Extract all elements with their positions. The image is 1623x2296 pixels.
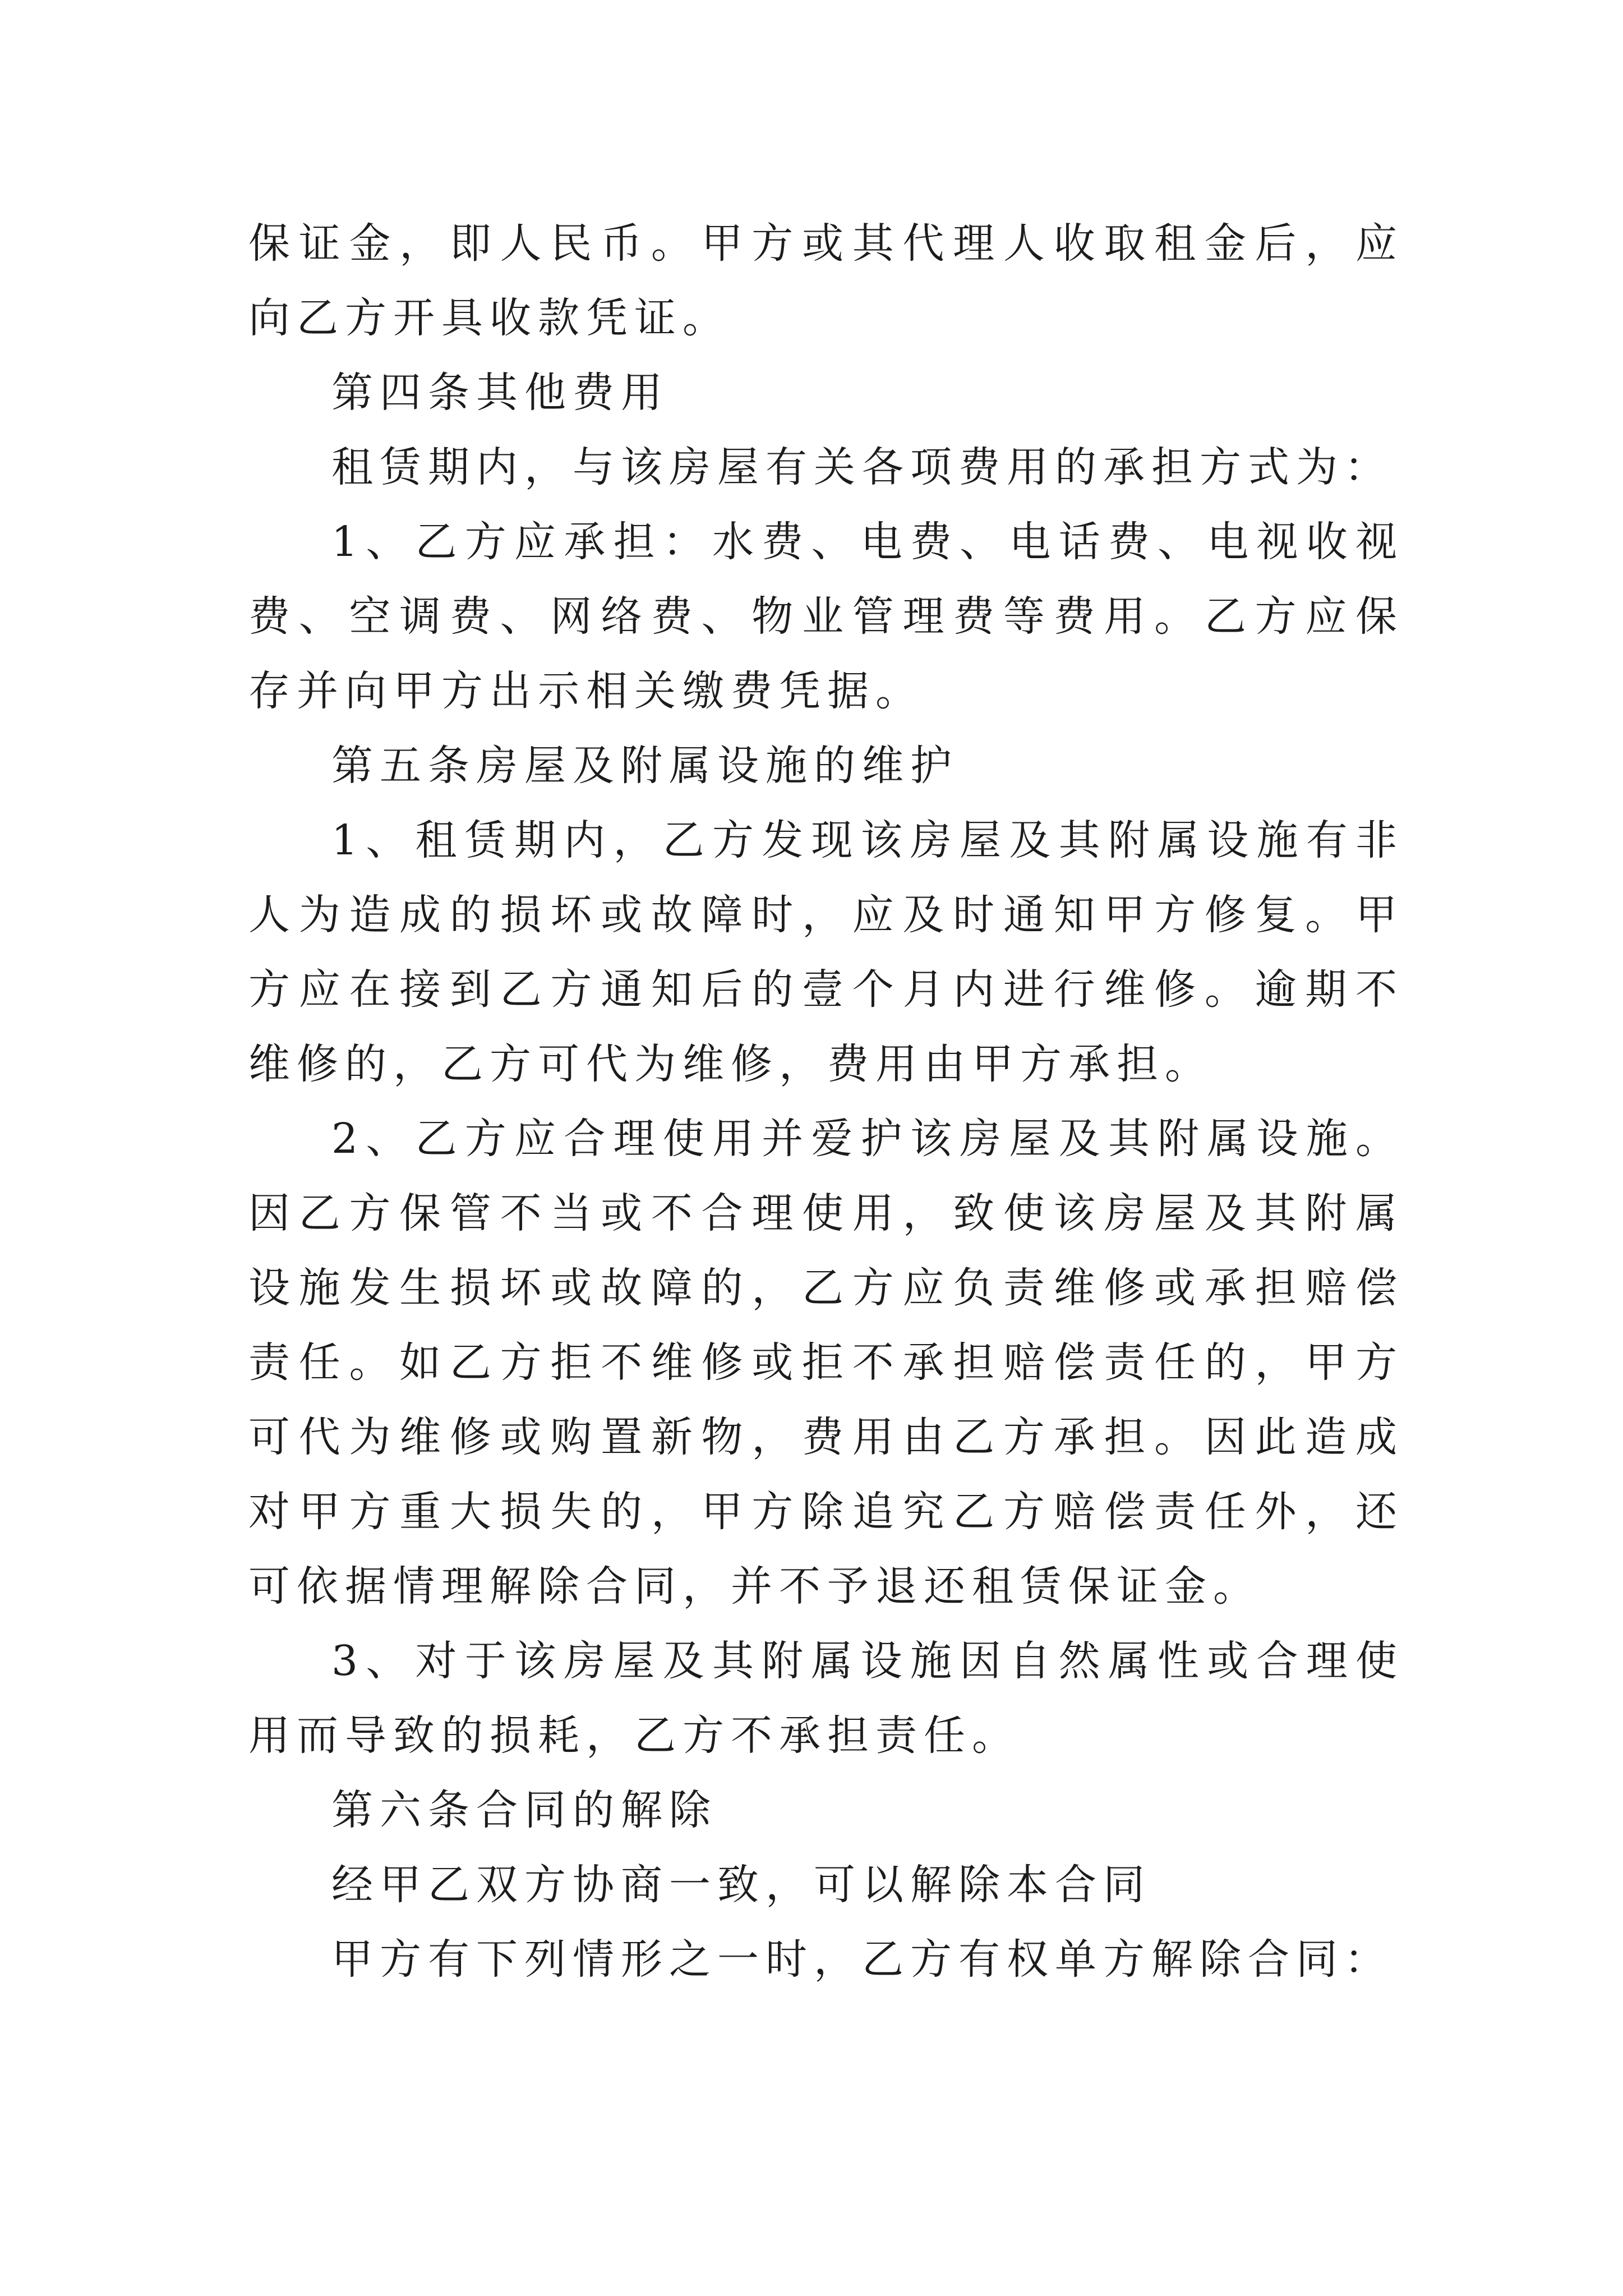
paragraph-fee-arrangement: 租赁期内，与该房屋有关各项费用的承担方式为：	[331, 443, 1393, 491]
paragraph-deposit-receipt: 保证金，即人民币。甲方或其代理人收取租金后，应向乙方开具收款凭证。	[248, 219, 1404, 342]
heading-article-6-termination: 第六条合同的解除	[331, 1786, 717, 1834]
paragraph-maintenance-clause-1: 1、租赁期内，乙方发现该房屋及其附属设施有非人为造成的损坏或故障时，应及时通知甲方修复。甲方应在接到乙方通知后的壹个月内进行维修。逾期不维修的，乙方可代为维修，费用由甲方承担。	[248, 816, 1404, 1088]
paragraph-maintenance-clause-2: 2、乙方应合理使用并爱护该房屋及其附属设施。因乙方保管不当或不合理使用，致使该房屋及其附属设施发生损坏或故障的，乙方应负责维修或承担赔偿责任。如乙方拒不维修或拒不承担赔偿责任的，甲方可代为维修或购置新物，费用由乙方承担。因此造成对甲方重大损失的，甲方除追究乙方赔偿责任外，还可依据情理解除合同，并不予退还租赁保证金。	[248, 1115, 1404, 1611]
paragraph-tenant-termination-right: 甲方有下列情形之一时，乙方有权单方解除合同：	[331, 1935, 1393, 1984]
paragraph-maintenance-clause-3: 3、对于该房屋及其附属设施因自然属性或合理使用而导致的损耗，乙方不承担责任。	[248, 1637, 1404, 1760]
heading-article-5-maintenance: 第五条房屋及附属设施的维护	[331, 742, 958, 790]
document-body	[248, 206, 1404, 1997]
heading-article-4-other-fees: 第四条其他费用	[331, 369, 669, 417]
paragraph-mutual-termination: 经甲乙双方协商一致，可以解除本合同	[331, 1861, 1151, 1909]
paragraph-tenant-fees: 1、乙方应承担：水费、电费、电话费、电视收视费、空调费、网络费、物业管理费等费用。乙方应保存并向甲方出示相关缴费凭据。	[248, 518, 1404, 715]
